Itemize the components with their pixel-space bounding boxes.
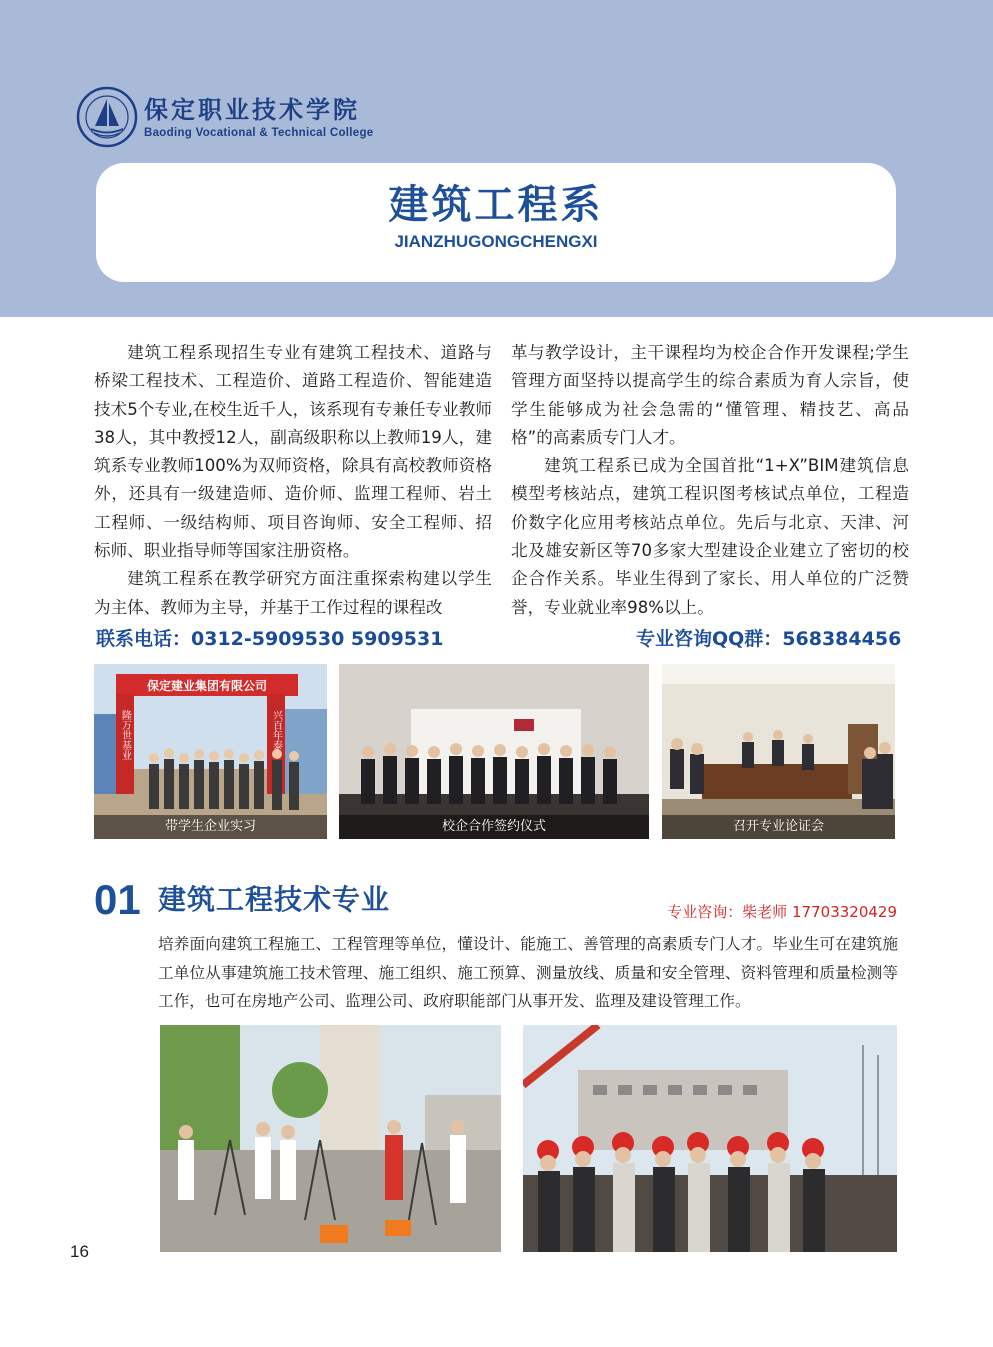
photo-construction-site <box>523 1025 897 1252</box>
section-title: 建筑工程技术专业 <box>158 883 391 916</box>
intro-column-right <box>511 339 909 622</box>
contact-qq-group: 专业咨询QQ群：568384456 <box>636 628 902 650</box>
college-name-en: Baoding Vocational & Technical College <box>144 126 374 139</box>
photo-sign-text: 保定建业集团有限公司 <box>146 679 268 693</box>
page-number: 16 <box>70 1242 89 1261</box>
photo-banner-right: 兴百年泰 <box>270 710 282 750</box>
photo-surveying-practice <box>160 1025 501 1252</box>
photo-caption: 校企合作签约仪式 <box>339 815 649 839</box>
photo-seminar <box>662 664 895 839</box>
photo-signing-ceremony <box>339 664 649 839</box>
intro-column-left <box>94 339 492 622</box>
section-consult-contact: 专业咨询：柴老师 17703320429 <box>667 903 897 921</box>
intro-paragraph: 建筑工程系现招生专业有建筑工程技术、道路与桥梁工程技术、工程造价、道路工程造价、智能建造技术5个专业,在校生近千人，该系现有专兼任专业教师38人，其中教授12人，副高级职称以上教师19人，建筑系专业教师100%为双师资格，除具有高校教师资格外，还具有一级建造师、造价师、监理工程师、岩土工程师、一级结构师、项目咨询师、安全工程师、招标师、职业指导师等国家注册资格。 <box>94 343 492 561</box>
contact-phone: 联系电话：0312-5909530 5909531 <box>96 628 444 650</box>
department-title-cn: 建筑工程系 <box>388 182 604 228</box>
photo-caption: 召开专业论证会 <box>662 815 895 839</box>
college-emblem-icon <box>76 86 138 148</box>
photo-internship <box>94 664 327 839</box>
college-logo <box>76 86 374 148</box>
intro-paragraph: 建筑工程系在教学研究方面注重探索构建以学生为主体、教师为主导，并基于工作过程的课程改 <box>94 569 492 617</box>
department-title-card <box>96 163 896 282</box>
college-name-cn: 保定职业技术学院 <box>144 94 360 124</box>
photo-banner-left: 隆万世基业 <box>119 710 131 760</box>
section-description: 培养面向建筑工程施工、工程管理等单位，懂设计、能施工、善管理的高素质专门人才。毕业生可在建筑施工单位从事建筑施工技术管理、施工组织、施工预算、测量放线、质量和安全管理、资料管理和质量检测等工作，也可在房地产公司、监理公司、政府职能部门从事开发、监理及建设管理工作。 <box>158 935 898 1010</box>
section-number: 01 <box>94 876 141 923</box>
photo-caption: 带学生企业实习 <box>94 815 327 839</box>
intro-paragraph: 革与教学设计，主干课程均为校企合作开发课程;学生管理方面坚持以提高学生的综合素质为育人宗旨，使学生能够成为社会急需的“懂管理、精技艺、高品格”的高素质专门人才。 <box>511 343 909 447</box>
intro-paragraph: 建筑工程系已成为全国首批“1+X”BIM建筑信息模型考核站点，建筑工程识图考核试点单位，工程造价数字化应用考核站点单位。先后与北京、天津、河北及雄安新区等70多家大型建设企业建立了密切的校企合作关系。毕业生得到了家长、用人单位的广泛赞誉，专业就业率98%以上。 <box>511 456 909 617</box>
department-title-en: JIANZHUGONGCHENGXI <box>394 232 598 251</box>
